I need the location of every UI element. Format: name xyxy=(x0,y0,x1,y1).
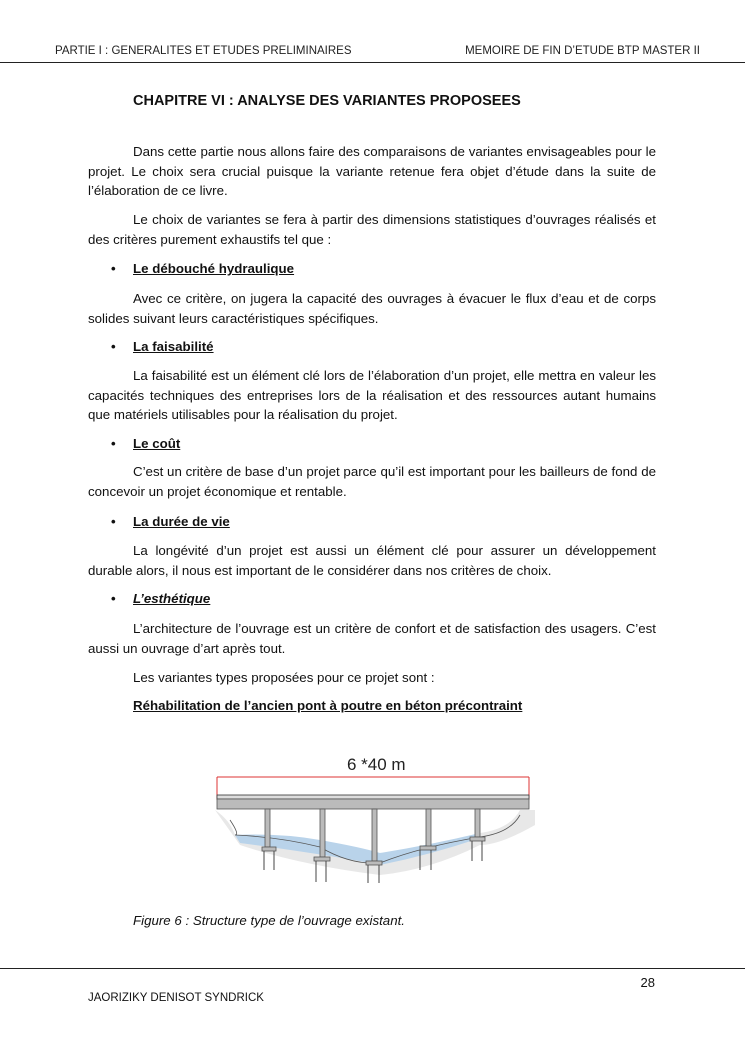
header-right: MEMOIRE DE FIN D’ETUDE BTP MASTER II xyxy=(465,45,700,57)
deck-top xyxy=(217,795,529,799)
chapter-title: CHAPITRE VI : ANALYSE DES VARIANTES PROPOSEES xyxy=(133,93,521,109)
paragraph-intro: Dans cette partie nous allons faire des comparaisons de variantes envisageables pour le projet. Le choix sera crucial puisque la variante retenue fera objet d’étude dans la suite de l’élaboration de ce livre. xyxy=(88,144,656,198)
bullet-lifespan: • La durée de vie xyxy=(111,514,230,529)
page-number: 28 xyxy=(640,975,655,990)
footer-author: JAORIZIKY DENISOT SYNDRICK xyxy=(88,992,264,1004)
paragraph-lifespan: La longévité d’un projet est aussi un élément clé pour assurer un développement durable alors, il nous est important de le considérer dans nos critères de choix. xyxy=(88,543,656,578)
section-heading: Réhabilitation de l’ancien pont à poutre en béton précontraint xyxy=(133,698,523,713)
paragraph-choice: Le choix de variantes se fera à partir des dimensions statistiques d’ouvrages réalisés et des critères purement exhaustifs tel que : xyxy=(88,212,656,247)
bridge-figure xyxy=(180,725,550,895)
paragraph-variants: Les variantes types proposées pour ce projet sont : xyxy=(133,670,435,685)
paragraph-feasibility: La faisabilité est un élément clé lors de l’élaboration d’un projet, elle mettra en valeur les capacités techniques des entreprises lors de la réalisation et des ressources autant humains que matériels utilisables pour la réalisation du projet. xyxy=(88,368,656,422)
paragraph-aesthetic: L’architecture de l’ouvrage est un critère de confort et de satisfaction des usagers. C’est aussi un ouvrage d’art après tout. xyxy=(88,621,656,656)
dimension-label: 6 *40 m xyxy=(347,755,406,774)
paragraph-hydraulic: Avec ce critère, on jugera la capacité des ouvrages à évacuer le flux d’eau et de corps solides suivant leurs caractéristiques spécifiques. xyxy=(88,291,656,326)
bullet-cost: • Le coût xyxy=(111,436,181,451)
deck-girder xyxy=(217,799,529,809)
header-left: PARTIE I : GENERALITES ET ETUDES PRELIMINAIRES xyxy=(55,45,352,57)
paragraph-cost: C’est un critère de base d’un projet parce qu’il est important pour les bailleurs de fond de concevoir un projet économique et rentable. xyxy=(88,464,656,499)
bullet-hydraulic: • Le débouché hydraulique xyxy=(111,261,295,276)
bullet-aesthetic: • L’esthétique xyxy=(111,591,211,606)
header-rule xyxy=(0,62,745,63)
footer-rule xyxy=(0,968,745,969)
figure-caption: Figure 6 : Structure type de l’ouvrage existant. xyxy=(133,913,405,928)
bullet-feasibility: • La faisabilité xyxy=(111,339,214,354)
